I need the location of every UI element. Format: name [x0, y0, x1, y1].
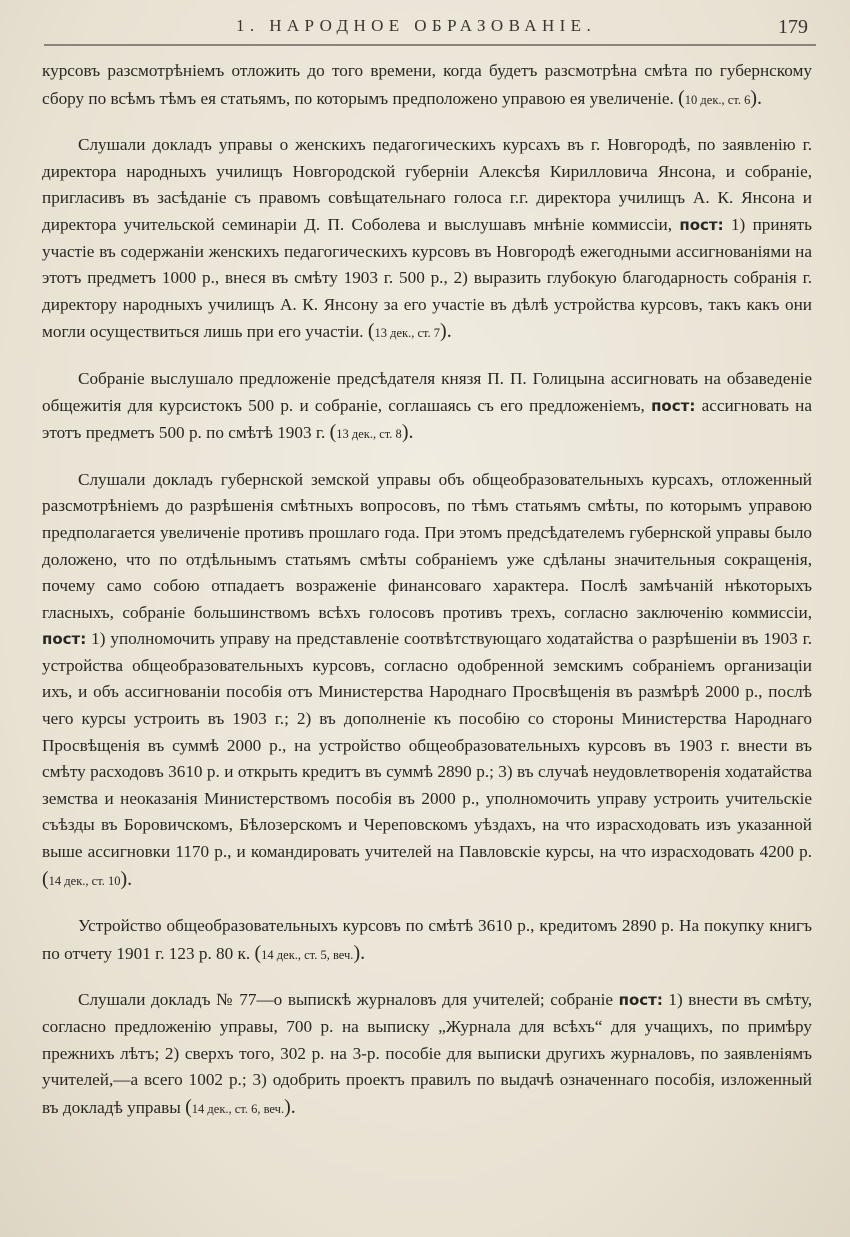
reference: 14 дек., ст. 6, веч. [191, 1101, 285, 1116]
paragraph-text: курсовъ разсмотрѣніемъ отложить до того времени, когда будетъ разсмотрѣна смѣта по губернскому сбору по всѣмъ тѣмъ ея статьямъ, по которымъ предположено управою ея увеличеніе. [42, 61, 812, 108]
reference: 13 дек., ст. 8 [336, 427, 402, 442]
reference: 14 дек., ст. 5, веч. [261, 947, 354, 962]
reference: 10 дек., ст. 6 [684, 92, 751, 107]
paragraph-text: Устройство общеобразовательныхъ курсовъ по смѣтѣ 3610 р., кредитомъ 2890 р. На покупку книгъ по отчету 1901 г. 123 р. 80 к. [42, 916, 812, 963]
reference: 14 дек., ст. 10 [48, 873, 121, 888]
paragraph-text: 1) уполномочить управу на представленіе соотвѣтствующаго ходатайства о разрѣшеніи въ 1903 г. устройства общеобразовательныхъ курсовъ, согласно одобренной земскимъ собраніемъ организаціи ихъ, и объ ассигнованіи пособія отъ Министерства Народнаго Просвѣщенія въ размѣрѣ 2000 р., послѣ чего курсы устроить въ 1903 г.; 2) въ дополненіе къ пособію со стороны Министерства Народнаго Просвѣщенія въ суммѣ 2000 р., на устройство общеобразовательныхъ курсовъ въ 1903 г. внести въ смѣту расходовъ 3610 р. и открыть кредитъ въ суммѣ 2890 р.; 3) въ случаѣ неудовлетворенія ходатайства земства и неоказанія Министерствомъ пособія въ 2000 р., уполномочить управу устроить учительскіе съѣзды въ Боровичскомъ, Бѣлозерскомъ и Череповскомъ уѣздахъ, на что израсходовать изъ указанной выше ассигновки 1170 р., и командировать учителей на Павловскіе курсы, на что израсходовать 4200 р. [42, 629, 812, 862]
header-rule [44, 44, 816, 46]
paragraph: Слушали докладъ губернской земской управы объ общеобразовательныхъ курсахъ, отложенный разсмотрѣніемъ до разрѣшенія смѣтныхъ вопросовъ, по тѣмъ статьямъ смѣты, по которымъ управою предполагается увеличеніе противъ прошлаго года. При этомъ предсѣдателемъ губернской управы было доложено, что по отдѣльнымъ статьямъ смѣты собраніемъ уже сдѣланы значительныя сокращенія, почему само собою отпадаетъ возраженіе финансоваго характера. Послѣ замѣчаній нѣкоторыхъ гласныхъ, собраніе большинствомъ всѣхъ голосовъ противъ трехъ, согласно заключенію коммиссіи, пост: 1) уполномочить управу на представленіе соотвѣтствующаго ходатайства о разрѣшеніи въ 1903 г. устройства общеобразовательныхъ курсовъ, согласно одобренной земскимъ собраніемъ организаціи ихъ, и объ ассигнованіи пособія отъ Министерства Народнаго Просвѣщенія въ размѣрѣ 2000 р., послѣ чего курсы устроить въ 1903 г.; 2) въ дополненіе къ пособію со стороны Министерства Народнаго Просвѣщенія въ суммѣ 2000 р., на устройство общеобразовательныхъ курсовъ въ 1903 г. внести въ смѣту расходовъ 3610 р. и открыть кредитъ въ суммѣ 2890 р.; 3) въ случаѣ неудовлетворенія ходатайства земства и неоказанія Министерствомъ пособія въ 2000 р., уполномочить управу устроить учительскіе съѣзды въ Боровичскомъ, Бѣлозерскомъ и Череповскомъ уѣздахъ, на что израсходовать изъ указанной выше ассигновки 1170 р., и командировать учителей на Павловскіе курсы, на что израсходовать 4200 р. (14 дек., ст. 10). [42, 469, 812, 890]
paragraph: Устройство общеобразовательныхъ курсовъ по смѣтѣ 3610 р., кредитомъ 2890 р. На покупку книгъ по отчету 1901 г. 123 р. 80 к. (14 дек., ст. 5, веч.). [42, 916, 812, 964]
paragraph-text: Слушали докладъ № 77—о выпискѣ журналовъ для учителей; собраніе [78, 990, 614, 1010]
paragraph: Собраніе выслушало предложеніе предсѣдателя князя П. П. Голицына ассигновать на обзаведеніе общежитія для курсистокъ 500 р. и собраніе, соглашаясь съ его предложеніемъ, пост: ассигновать на этотъ предметъ 500 р. по смѣтѣ 1903 г. (13 дек., ст. 8). [42, 368, 812, 444]
paragraph: курсовъ разсмотрѣніемъ отложить до того времени, когда будетъ разсмотрѣна смѣта по губернскому сбору по всѣмъ тѣмъ ея статьямъ, по которымъ предположено управою ея увеличеніе. (10 дек., ст. 6). [42, 61, 812, 109]
paragraph-text: Собраніе выслушало предложеніе предсѣдателя князя П. П. Голицына ассигновать на обзаведеніе общежитія для курсистокъ 500 р. и собраніе, соглашаясь съ его предложеніемъ, [42, 368, 812, 415]
paragraph-text: 1) внести въ смѣту, согласно предложенію управы, 700 р. на выписку „Журнала для всѣхъ“ для учащихъ, по примѣру прежнихъ лѣтъ; 2) сверхъ того, 302 р. на 3-р. пособіе для выписки другихъ журналовъ, по заявленіямъ учителей,—а всего 1002 р.; 3) одобрить проектъ правилъ по выдачѣ означеннаго пособія, изложенный въ докладѣ управы [42, 990, 812, 1117]
paragraph: Слушали докладъ № 77—о выпискѣ журналовъ для учителей; собраніе пост: 1) внести въ смѣту, согласно предложенію управы, 700 р. на выписку „Журнала для всѣхъ“ для учащихъ, по примѣру прежнихъ лѣтъ; 2) сверхъ того, 302 р. на 3-р. пособіе для выписки другихъ журналовъ, по заявленіямъ учителей,—а всего 1002 р.; 3) одобрить проектъ правилъ по выдачѣ означеннаго пособія, изложенный въ докладѣ управы (14 дек., ст. 6, веч.). [42, 990, 812, 1118]
resolution-keyword: пост: [679, 215, 724, 234]
paragraph-text: ассигновать на этотъ предметъ 500 р. по смѣтѣ 1903 г. [42, 395, 812, 443]
resolution-keyword: пост: [42, 630, 87, 649]
paragraph-text: Слушали докладъ губернской земской управы объ общеобразовательныхъ курсахъ, отложенный разсмотрѣніемъ до разрѣшенія смѣтныхъ вопросовъ, по тѣмъ статьямъ смѣты, по которымъ управою предполагается увеличеніе противъ прошлаго года. При этомъ предсѣдателемъ губернской управы было доложено, что по отдѣльнымъ статьямъ смѣты собраніемъ уже сдѣланы значительныя сокращенія, почему само собою отпадаетъ возраженіе финансоваго характера. Послѣ замѣчаній нѣкоторыхъ гласныхъ, собраніе большинствомъ всѣхъ голосовъ противъ трехъ, согласно заключенію коммиссіи, [42, 469, 812, 622]
document-body [42, 58, 812, 1122]
paragraph-text: Слушали докладъ управы о женскихъ педагогическихъ курсахъ въ г. Новгородѣ, по заявленію г. директора народныхъ училищъ Новгородской губерніи Алексѣя Кирилловича Янсона, и собраніе, пригласивъ въ засѣданіе съ правомъ совѣщательнаго голоса г.г. директора училищъ А. К. Янсона и директора учительской семинаріи Д. П. Соболева и выслушавъ мнѣніе коммиссіи, [42, 135, 812, 234]
reference: 13 дек., ст. 7 [374, 326, 441, 341]
page-header [60, 16, 808, 46]
paragraph-text: 1) принять участіе въ содержаніи женскихъ педагогическихъ курсовъ въ Новгородѣ ежегодными ассигнованіями на этотъ предметъ 1000 р., внеся въ смѣту 1903 г. 500 р., 2) выразить глубокую благодарность собранія г. директору народныхъ училищъ А. К. Янсону за его участіе въ дѣлѣ устройства курсовъ, такъ какъ они могли осуществиться лишь при его участіи. [42, 214, 813, 342]
page-number: 179 [778, 16, 808, 38]
paragraph: Слушали докладъ управы о женскихъ педагогическихъ курсахъ въ г. Новгородѣ, по заявленію г. директора народныхъ училищъ Новгородской губерніи Алексѣя Кирилловича Янсона, и собраніе, пригласивъ въ засѣданіе съ правомъ совѣщательнаго голоса г.г. директора училищъ А. К. Янсона и директора учительской семинаріи Д. П. Соболева и выслушавъ мнѣніе коммиссіи, пост: 1) принять участіе въ содержаніи женскихъ педагогическихъ курсовъ въ Новгородѣ ежегодными ассигнованіями на этотъ предметъ 1000 р., внеся въ смѣту 1903 г. 500 р., 2) выразить глубокую благодарность собранія г. директору народныхъ училищъ А. К. Янсону за его участіе въ дѣлѣ устройства курсовъ, такъ какъ они могли осуществиться лишь при его участіи. (13 дек., ст. 7). [42, 135, 813, 343]
running-title: 1. НАРОДНОЕ ОБРАЗОВАНІЕ. [236, 16, 597, 35]
resolution-keyword: пост: [651, 396, 696, 415]
resolution-keyword: пост: [618, 991, 663, 1010]
